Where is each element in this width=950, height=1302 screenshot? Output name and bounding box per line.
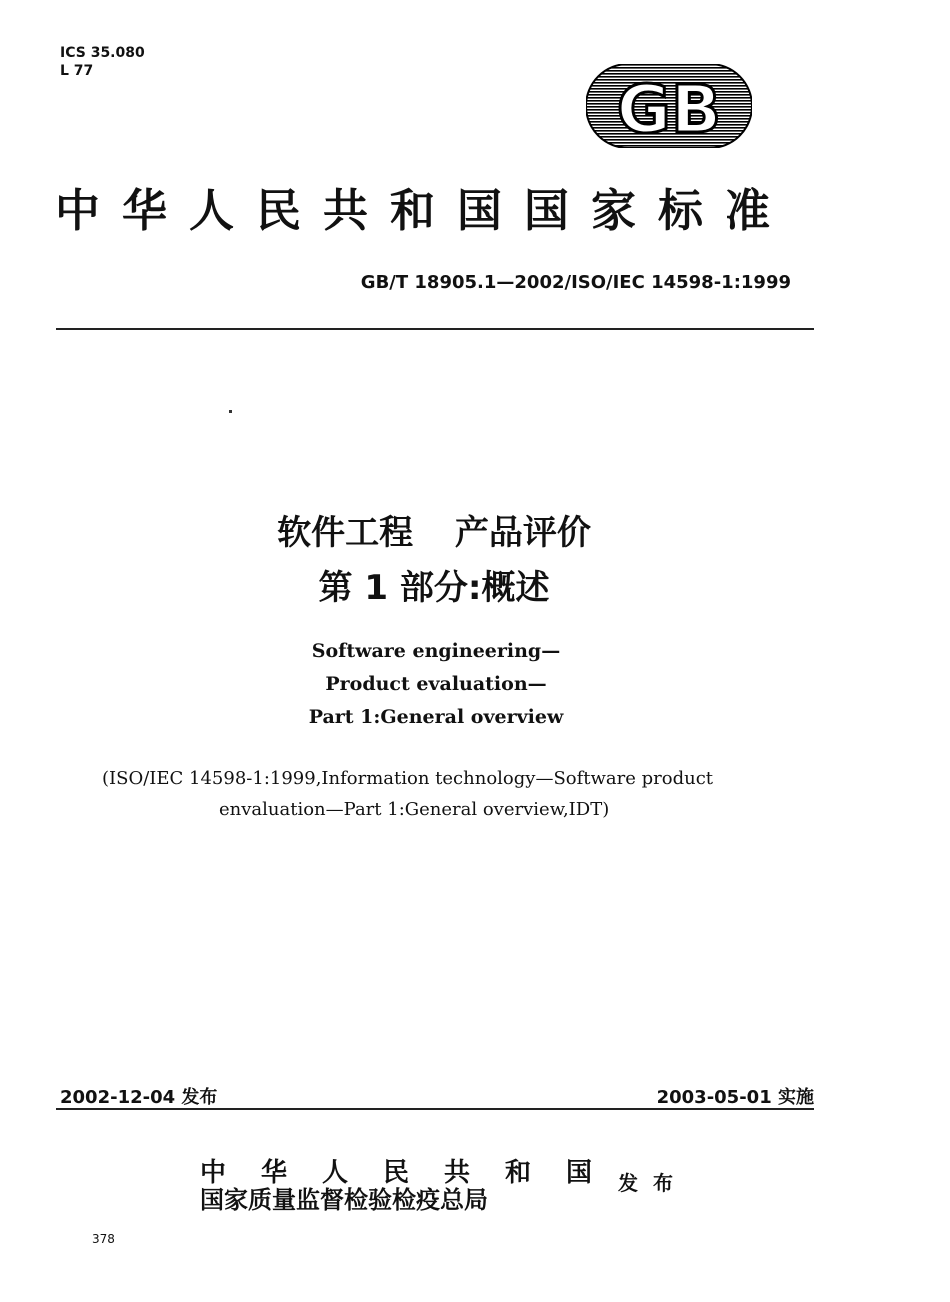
scan-speck (229, 410, 232, 413)
issuer-name-line-1: 中华人民共和国 (200, 1158, 592, 1188)
equivalence-note-line-2: envaluation—Part 1:General overview,IDT) (219, 799, 610, 820)
issuer-name-line-2: 国家质量监督检验检疫总局 (200, 1185, 488, 1214)
class-code: L 77 (60, 63, 94, 79)
ics-classification (60, 44, 145, 80)
gb-logo (586, 64, 752, 148)
issue-date: 2002-12-04 发布 (60, 1087, 218, 1108)
ics-code: ICS 35.080 (60, 45, 145, 61)
top-divider (56, 328, 814, 330)
english-title-line-1: Software engineering— (311, 640, 561, 662)
english-title-line-3: Part 1:General overview (308, 706, 564, 728)
national-standard-title: 中华人民共和国国家标准 (55, 184, 793, 237)
chinese-title-line-2: 第 1 部分:概述 (318, 568, 550, 608)
standard-number: GB/T 18905.1—2002/ISO/IEC 14598-1:1999 (360, 272, 791, 293)
bottom-divider (56, 1108, 814, 1110)
english-title-line-2: Product evaluation— (325, 673, 547, 695)
gb-logo-text: GB (616, 71, 722, 148)
publish-label: 发 布 (618, 1171, 673, 1195)
equivalence-note-line-1: (ISO/IEC 14598-1:1999,Information technology—Software product (102, 768, 714, 789)
page-number: 378 (92, 1232, 115, 1246)
implementation-date: 2003-05-01 实施 (656, 1087, 814, 1108)
chinese-title-line-1: 软件工程 产品评价 (277, 513, 591, 553)
